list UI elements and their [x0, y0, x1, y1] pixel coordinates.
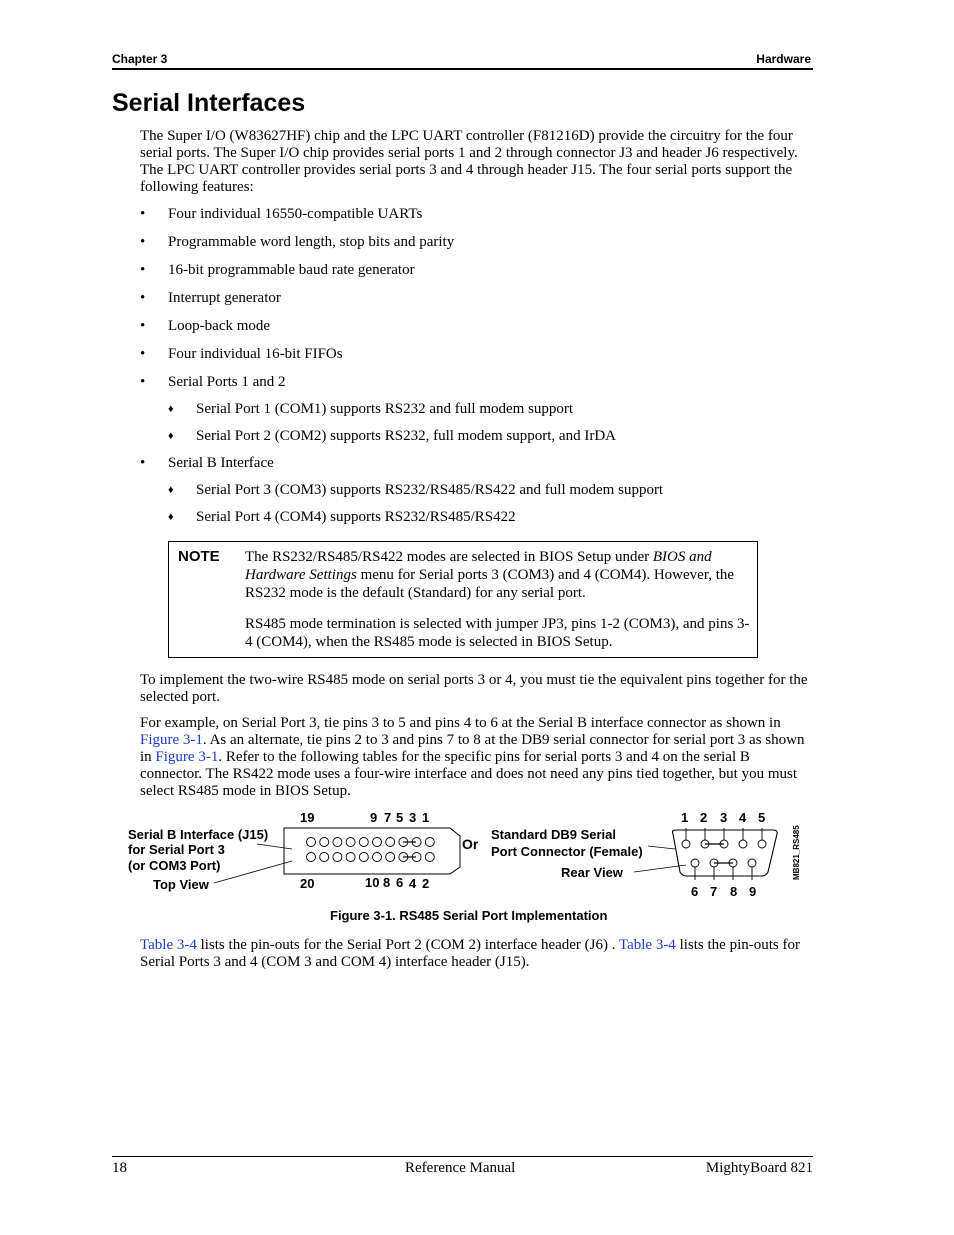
pin-number: 3 [720, 810, 728, 825]
leader-line [648, 846, 675, 849]
db9-pin [682, 840, 690, 848]
pin-number: 9 [749, 884, 757, 899]
db9-pin [758, 840, 766, 848]
bullet-icon: • [140, 290, 146, 306]
figure-label-line: (or COM3 Port) [128, 858, 221, 873]
list-item-text: Four individual 16550-compatible UARTs [168, 206, 423, 222]
figure-caption: Figure 3-1. RS485 Serial Port Implementation [330, 908, 608, 923]
bullet-icon: • [140, 262, 146, 278]
rear-view-label: Rear View [561, 865, 623, 880]
header-pin [425, 853, 434, 862]
header-pin [333, 838, 342, 847]
pin-number: 7 [384, 810, 392, 825]
pin-number: 20 [300, 876, 315, 891]
intro-paragraph: The Super I/O (W83627HF) chip and the LPC UART controller (F81216D) provide the circuitry for the four serial ports. The Super I/O chip provides serial ports 1 and 2 through connector J3 and header J6 respectively. The LPC UART controller provides serial ports 3 and 4 through header J15. The four serial ports support the following features: [140, 128, 798, 195]
tables-paragraph [140, 937, 812, 971]
header-pin [425, 838, 434, 847]
pin-number: 1 [681, 810, 689, 825]
pin-number: 7 [710, 884, 718, 899]
paragraph-text: For example, on Serial Port 3, tie pins 3 to 5 and pins 4 to 6 at the Serial B interface connector as shown in [140, 715, 781, 731]
section-label: Hardware [756, 52, 811, 66]
list-item-text: Interrupt generator [168, 290, 281, 306]
header-pin [373, 838, 382, 847]
top-view-label: Top View [153, 877, 209, 892]
bullet-icon: • [140, 206, 146, 222]
figure-link[interactable]: Figure 3-1 [140, 732, 203, 748]
rs485-figure [120, 804, 820, 904]
diamond-icon: ♦ [168, 484, 174, 496]
pin-number: 10 [365, 875, 380, 890]
paragraph-text: . Refer to the following tables for the specific pins for serial ports 3 and 4 on the serial B connector. The RS422 mode uses a four-wire interface and does not need any pins tied together, but you must select RS485 mode in BIOS Setup. [140, 749, 797, 799]
pin-number: 8 [383, 875, 391, 890]
figure-label-line: Serial B Interface (J15) [128, 827, 269, 842]
sub-list-item-text: Serial Port 1 (COM1) supports RS232 and full modem support [196, 401, 574, 417]
header-pin [320, 853, 329, 862]
bullet-icon: • [140, 234, 146, 250]
diamond-icon: ♦ [168, 403, 174, 415]
figure-link[interactable]: Figure 3-1 [155, 749, 219, 765]
db9-connector-outline [672, 830, 777, 876]
note-label: NOTE [178, 548, 220, 565]
leader-line [214, 861, 292, 883]
or-label: Or [462, 836, 479, 852]
list-item-text: Programmable word length, stop bits and parity [168, 234, 455, 250]
bullet-icon: • [140, 318, 146, 334]
note-emphasis: BIOS and Hardware Settings [245, 549, 712, 583]
header-pin [359, 853, 368, 862]
j15-pin-grid [307, 838, 435, 862]
figure-label-line: Standard DB9 Serial [491, 827, 616, 842]
header-pin [320, 838, 329, 847]
page-title: Serial Interfaces [112, 89, 306, 117]
pin-number: 5 [396, 810, 404, 825]
chapter-label: Chapter 3 [112, 52, 168, 66]
header-pin [346, 853, 355, 862]
example-paragraph [140, 715, 812, 800]
sub-list-item-text: Serial Port 3 (COM3) supports RS232/RS485/RS422 and full modem support [196, 482, 664, 498]
pin-number: 19 [300, 810, 315, 825]
pin-number: 9 [370, 810, 378, 825]
leader-line [634, 865, 686, 872]
pin-number: 2 [700, 810, 708, 825]
header-divider [112, 68, 813, 70]
note-paragraph: RS485 mode termination is selected with jumper JP3, pins 1-2 (COM3), and pins 3-4 (COM4), when the RS485 mode is selected in BIOS Setup. [245, 616, 750, 650]
pin-number: 8 [730, 884, 738, 899]
header-pin [333, 853, 342, 862]
diamond-icon: ♦ [168, 430, 174, 442]
db9-pin [739, 840, 747, 848]
leader-line [257, 844, 292, 849]
header-pin [346, 838, 355, 847]
pin-number: 1 [422, 810, 430, 825]
list-item-text: 16-bit programmable baud rate generator [168, 262, 415, 278]
bullet-icon: • [140, 455, 146, 471]
footer-title: Reference Manual [405, 1160, 516, 1176]
j15-header-outline [284, 828, 460, 874]
figure-label-line: Port Connector (Female) [491, 844, 643, 859]
footer-product: MightyBoard 821 [705, 1160, 813, 1176]
figure-id: MB821_RS485 [792, 825, 801, 880]
note-paragraph [245, 548, 750, 602]
sub-list-item-text: Serial Port 2 (COM2) supports RS232, full modem support, and IrDA [196, 428, 616, 444]
pin-number: 3 [409, 810, 417, 825]
header-pin [373, 853, 382, 862]
pin-number: 2 [422, 876, 430, 891]
figure-label-line: for Serial Port 3 [128, 842, 225, 857]
bullet-icon: • [140, 374, 146, 390]
header-pin [359, 838, 368, 847]
header-pin [307, 838, 316, 847]
diamond-icon: ♦ [168, 511, 174, 523]
table-link[interactable]: Table 3-4 [140, 937, 197, 953]
header-pin [386, 853, 395, 862]
bullet-icon: • [140, 346, 146, 362]
list-item-text: Serial Ports 1 and 2 [168, 374, 286, 390]
paragraph-text: lists the pin-outs for Serial Ports 3 and 4 (COM 3 and COM 4) interface header (J15). [140, 937, 800, 970]
sub-list-item-text: Serial Port 4 (COM4) supports RS232/RS485/RS422 [196, 509, 516, 525]
list-item-text: Four individual 16-bit FIFOs [168, 346, 343, 362]
db9-pin [748, 859, 756, 867]
rs485-paragraph: To implement the two-wire RS485 mode on serial ports 3 or 4, you must tie the equivalent pins together for the selected port. [140, 672, 808, 705]
footer-divider [112, 1156, 813, 1157]
pin-number: 4 [409, 876, 417, 891]
note-text: The RS232/RS485/RS422 modes are selected in BIOS Setup under [245, 549, 653, 565]
pin-number: 4 [739, 810, 747, 825]
header-pin [386, 838, 395, 847]
pin-number: 5 [758, 810, 766, 825]
header-pin [307, 853, 316, 862]
note-text: menu for Serial ports 3 (COM3) and 4 (COM4). However, the RS232 mode is the default (Standard) for any serial port. [245, 567, 735, 601]
paragraph-text: lists the pin-outs for the Serial Port 2 (COM 2) interface header (J6) . [196, 937, 619, 953]
list-item-text: Serial B Interface [168, 455, 274, 471]
list-item-text: Loop-back mode [168, 318, 271, 334]
page-number: 18 [112, 1160, 127, 1176]
table-link[interactable]: Table 3-4 [618, 937, 676, 953]
pin-number: 6 [691, 884, 699, 899]
pin-number: 6 [396, 875, 404, 890]
paragraph-text: . As an alternate, tie pins 2 to 3 and pins 7 to 8 at the DB9 serial connector for serial port 3 as shown in [140, 732, 805, 765]
db9-pin [691, 859, 699, 867]
